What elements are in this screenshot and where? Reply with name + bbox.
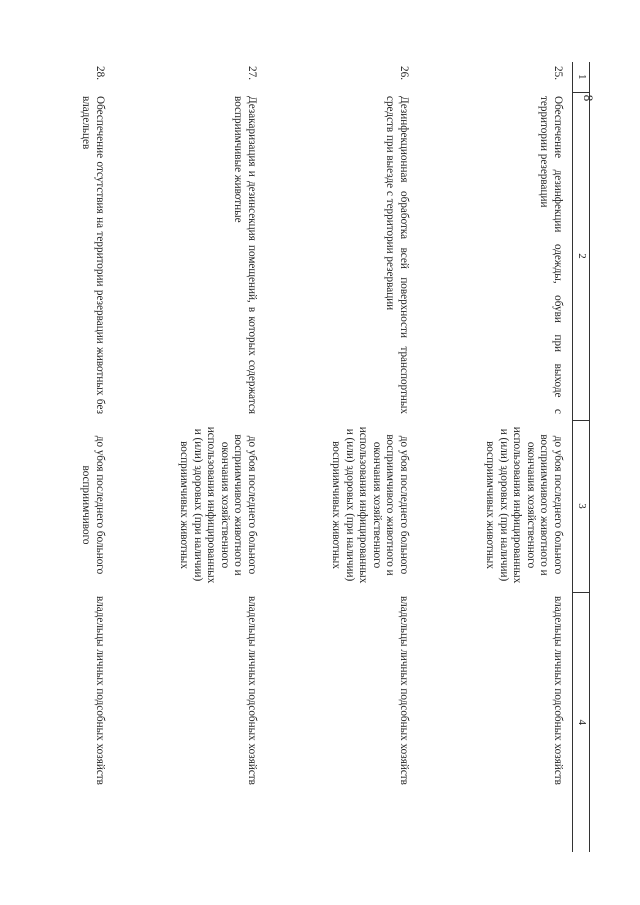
table-row bbox=[114, 62, 266, 852]
deadline-text: до убоя последнего больного восприимчивого животного и окончания хозяйственного использования инфицированных и (или) здоровых (при наличии) восприимчивых животных bbox=[330, 426, 410, 584]
column-header: 2 bbox=[573, 92, 590, 420]
table-header-row bbox=[573, 62, 590, 852]
table-row bbox=[58, 62, 114, 852]
responsible-text: владельцы личных подсобных хозяйств bbox=[94, 596, 106, 785]
column-header: 3 bbox=[573, 420, 590, 592]
column-header: 4 bbox=[573, 592, 590, 852]
deadline-text: до убоя последнего больного восприимчивого животного и окончания хозяйственного использования инфицированных и (или) здоровых (при наличии) восприимчивых животных bbox=[178, 426, 258, 584]
measures-table bbox=[58, 62, 590, 852]
row-number: 26. bbox=[398, 66, 410, 80]
row-number: 28. bbox=[94, 66, 106, 80]
measure-text: Дезакаризация и дезинсекция помещений, в которых содержатся восприимчивые животные bbox=[232, 96, 258, 414]
table-row bbox=[418, 62, 573, 852]
deadline-text: до убоя последнего больного восприимчивого bbox=[80, 435, 106, 575]
page-number: 8 bbox=[581, 94, 596, 102]
measure-text: Обеспечение отсутствия на территории резервации животных без владельцев bbox=[80, 96, 106, 414]
measure-text: Дезинфекционная обработка всей поверхности транспортных средств при выезде с территории резервации bbox=[384, 96, 410, 414]
responsible-text: владельцы личных подсобных хозяйств bbox=[552, 596, 564, 785]
row-number: 27. bbox=[246, 66, 258, 80]
document-sheet bbox=[80, 62, 590, 852]
deadline-text: до убоя последнего больного восприимчивого животного и окончания хозяйственного использования инфицированных и (или) здоровых (при наличии) восприимчивых животных bbox=[484, 426, 564, 584]
column-header: 1 bbox=[573, 62, 590, 92]
table-row bbox=[266, 62, 418, 852]
responsible-text: владельцы личных подсобных хозяйств bbox=[398, 596, 410, 785]
measure-text: Обеспечение дезинфекции одежды, обуви при выходе с территории резервации bbox=[538, 96, 564, 414]
row-number: 25. bbox=[552, 66, 564, 80]
responsible-text: владельцы личных подсобных хозяйств bbox=[246, 596, 258, 785]
